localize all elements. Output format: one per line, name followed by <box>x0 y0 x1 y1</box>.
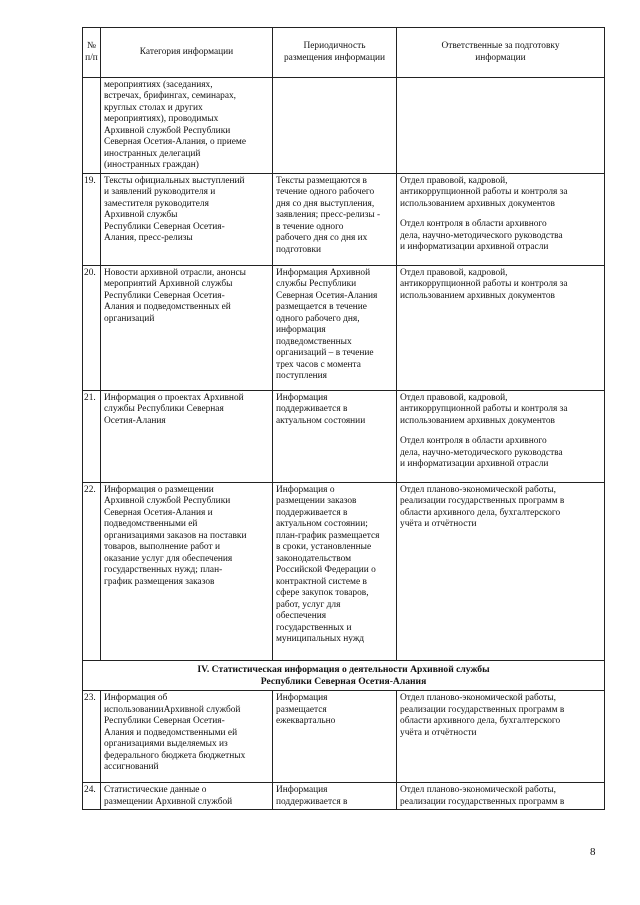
row-num: 21. <box>83 391 101 483</box>
row-num: 23. <box>83 691 101 783</box>
row-period: Информация поддерживается в актуальном состоянии <box>273 391 397 483</box>
header-period: Периодичность размещения информации <box>273 28 397 78</box>
row-responsible-text: Отдел планово-экономической работы, реализации государственных программ в <box>400 785 565 807</box>
row-category: Статистические данные о размещении Архивной службой <box>101 783 273 810</box>
row-responsible <box>397 78 605 174</box>
row-category: Информация об использованииАрхивной службой Республики Северная Осетия- Алания и подведомственными ей организациями выделяемых из федерального бюджета бюджетных ассигнований <box>101 691 273 783</box>
row-period: Тексты размещаются в течение одного рабочего дня со дня выступления, заявления; пресс-релизы - в течение одного рабочего дня со дня их подготовки <box>273 174 397 266</box>
table-row <box>83 266 605 391</box>
row-num: 24. <box>83 783 101 810</box>
info-table <box>82 27 605 810</box>
row-responsible <box>397 266 605 391</box>
header-num: № п/п <box>83 28 101 78</box>
table-row <box>83 691 605 783</box>
row-responsible-text: Отдел правовой, кадровой, антикоррупционной работы и контроля за использованием архивных документов <box>400 393 568 426</box>
row-num <box>83 78 101 174</box>
row-responsible <box>397 174 605 266</box>
section-heading: IV. Статистическая информация о деятельности Архивной службы Республики Северная Осетия-Алания <box>83 661 605 691</box>
document-page <box>82 27 604 830</box>
row-period <box>273 78 397 174</box>
table-row <box>83 78 605 174</box>
row-period: Информация поддерживается в <box>273 783 397 810</box>
row-num: 19. <box>83 174 101 266</box>
section-row <box>83 661 605 691</box>
table-row <box>83 174 605 266</box>
page-number: 8 <box>590 846 596 858</box>
row-category: Информация о проектах Архивной службы Республики Северная Осетия-Алания <box>101 391 273 483</box>
row-responsible-text: Отдел планово-экономической работы, реализации государственных программ в области архивного дела, бухгалтерского учёта и отчётности <box>400 693 565 738</box>
row-category: Информация о размещении Архивной службой Республики Северная Осетия-Алания и подведомственными ей организациями заказов на поставки товаров, выполнение работ и оказание услуг для обеспечения государственных нужд; план- график размещения заказов <box>101 483 273 661</box>
table-row <box>83 783 605 810</box>
row-responsible-text: Отдел правовой, кадровой, антикоррупционной работы и контроля за использованием архивных документов <box>400 268 568 301</box>
row-responsible <box>397 783 605 810</box>
header-responsible: Ответственные за подготовку информации <box>397 28 605 78</box>
table-row <box>83 483 605 661</box>
table-header-row <box>83 28 605 78</box>
row-category: Новости архивной отрасли, анонсы мероприятий Архивной службы Республики Северная Осетия- Алания и подведомственных ей организаций <box>101 266 273 391</box>
row-period: Информация Архивной службы Республики Северная Осетия-Алания размещается в течение одного рабочего дня, информация подведомственных организаций – в течение трех часов с момента поступления <box>273 266 397 391</box>
row-responsible <box>397 483 605 661</box>
row-num: 20. <box>83 266 101 391</box>
table-row <box>83 391 605 483</box>
row-responsible-text: Отдел планово-экономической работы, реализации государственных программ в области архивного дела, бухгалтерского учёта и отчётности <box>400 485 565 530</box>
row-responsible-text-2: Отдел контроля в области архивного дела, научно-методического руководства и информатизации архивной отрасли <box>400 436 563 470</box>
row-responsible <box>397 391 605 483</box>
row-responsible-text-2: Отдел контроля в области архивного дела, научно-методического руководства и информатизации архивной отрасли <box>400 219 563 253</box>
row-period: Информация размещается ежеквартально <box>273 691 397 783</box>
row-responsible-text: Отдел правовой, кадровой, антикоррупционной работы и контроля за использованием архивных документов <box>400 176 568 209</box>
row-category: мероприятиях (заседаниях, встречах, брифингах, семинарах, круглых столах и других мероприятиях), проводимых Архивной службой Республики Северная Осетия-Алания, о приеме иностранных делегаций (иностранных граждан) <box>101 78 273 174</box>
header-category: Категория информации <box>101 28 273 78</box>
row-responsible <box>397 691 605 783</box>
row-period: Информация о размещении заказов поддерживается в актуальном состоянии; план-график размещается в сроки, установленные законодательством Российской Федерации о контрактной системе в сфере закупок товаров, работ, услуг для обеспечения государственных и муниципальных нужд <box>273 483 397 661</box>
row-category: Тексты официальных выступлений и заявлений руководителя и заместителя руководителя Архивной службы Республики Северная Осетия- Алания, пресс-релизы <box>101 174 273 266</box>
row-num: 22. <box>83 483 101 661</box>
